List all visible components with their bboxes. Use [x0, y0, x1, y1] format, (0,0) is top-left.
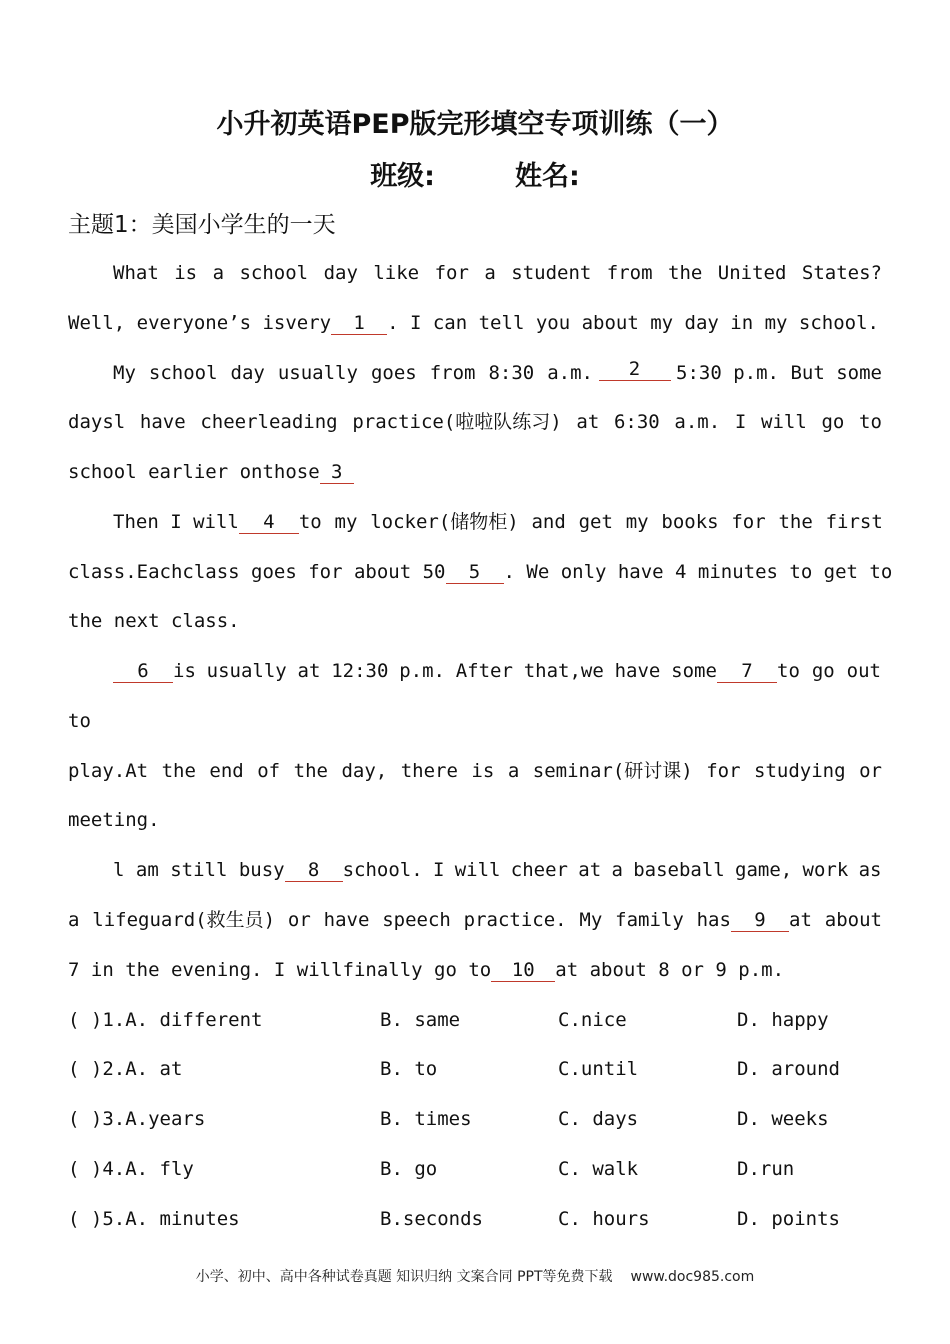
- option-row: [68, 1005, 888, 1035]
- word: some: [671, 660, 717, 682]
- word: will: [761, 411, 807, 433]
- word: game,: [735, 859, 793, 881]
- word: baseball: [633, 859, 725, 881]
- word: my: [334, 511, 358, 533]
- word: I: [734, 411, 747, 433]
- word: to: [869, 561, 893, 583]
- passage-line: [68, 756, 882, 786]
- word: is: [471, 760, 495, 782]
- word: seminar(研讨课): [532, 760, 693, 782]
- word: the: [668, 262, 703, 284]
- word: lifeguard(救生员): [92, 909, 276, 931]
- option-c[interactable]: C. hours: [558, 1208, 650, 1230]
- word: go: [811, 660, 835, 682]
- blank-6[interactable]: 6: [113, 660, 173, 683]
- option-c[interactable]: C.until: [558, 1058, 639, 1080]
- word: day: [230, 362, 265, 384]
- word: goes: [370, 362, 417, 384]
- option-c[interactable]: C. walk: [558, 1158, 639, 1180]
- word: We: [526, 561, 550, 583]
- word: about: [824, 909, 882, 931]
- passage-line: [113, 258, 882, 288]
- blank-7[interactable]: 7: [717, 660, 777, 683]
- passage-line: meeting.: [68, 809, 160, 831]
- word: day,: [341, 760, 388, 782]
- option-row: [68, 1154, 888, 1184]
- word: cheer: [510, 859, 568, 881]
- passage-line: school earlier onthose 3: [68, 457, 882, 487]
- word: will: [454, 859, 501, 881]
- word: at: [789, 909, 812, 931]
- word: there: [400, 760, 458, 782]
- word: for: [434, 262, 469, 284]
- word: to: [777, 660, 800, 682]
- option-a[interactable]: ( )3.A.years: [68, 1108, 206, 1130]
- word: for: [731, 511, 766, 533]
- word: 8:30: [488, 362, 535, 384]
- blank-1[interactable]: 1: [331, 312, 387, 335]
- passage-line: l am still busy 8 school. I will cheer at a baseball game, work as: [113, 855, 882, 885]
- footer-url[interactable]: www.doc985.com: [630, 1269, 755, 1285]
- blank-3[interactable]: 3: [320, 461, 354, 484]
- option-row: [68, 1204, 888, 1234]
- passage-line: [68, 905, 882, 935]
- word: But: [790, 362, 825, 384]
- footer-text: 小学、初中、高中各种试卷真题 知识归纳 文案合同 PPT等免费下载: [195, 1269, 613, 1285]
- option-d[interactable]: D. points: [737, 1208, 840, 1230]
- word: I: [432, 859, 445, 881]
- word: States?: [801, 262, 882, 284]
- word: and: [531, 511, 566, 533]
- option-a[interactable]: ( )1.A. different: [68, 1009, 263, 1031]
- word: family: [615, 909, 684, 931]
- word: to: [789, 561, 813, 583]
- word: locker(储物柜): [370, 511, 519, 533]
- word: have: [323, 909, 370, 931]
- word: usually: [206, 660, 287, 682]
- word: p.m.: [399, 660, 445, 682]
- word: practice(啦啦队练习): [352, 411, 562, 433]
- word: out: [846, 660, 881, 682]
- word: get: [823, 561, 858, 583]
- word: a: [212, 262, 225, 284]
- word: minutes: [697, 561, 778, 583]
- word: 5:30: [676, 362, 722, 384]
- word: a.m.: [674, 411, 721, 433]
- word: from: [606, 262, 653, 284]
- word: to: [859, 411, 882, 433]
- word: My: [113, 362, 136, 384]
- passage-line: the next class.: [68, 610, 240, 632]
- option-a[interactable]: ( )4.A. fly: [68, 1158, 194, 1180]
- word: a: [68, 909, 80, 931]
- passage-line: Then I will 4 to my locker(储物柜) and get my books for the first: [113, 507, 882, 537]
- page-title: 小升初英语PEP版完形填空专项训练（一）: [216, 109, 734, 140]
- word: 6:30: [613, 411, 660, 433]
- word: is: [174, 262, 198, 284]
- word: daysl: [68, 411, 126, 433]
- word: school.: [342, 859, 423, 881]
- word: My: [579, 909, 603, 931]
- footer: [0, 1266, 950, 1286]
- word: have: [139, 411, 186, 433]
- word: p.m.: [733, 362, 779, 384]
- word: school: [239, 262, 309, 284]
- passage-line: to: [68, 710, 91, 732]
- word: books: [661, 511, 719, 533]
- passage-line: Well, everyone’s isvery 1 . I can tell you about my day in my school.: [68, 312, 879, 334]
- word: like: [373, 262, 420, 284]
- word: practice.: [463, 909, 567, 931]
- word: only: [560, 561, 607, 583]
- word: a: [507, 760, 520, 782]
- option-row: [68, 1104, 888, 1134]
- word: is: [173, 660, 196, 682]
- word: my: [625, 511, 649, 533]
- option-d[interactable]: D. happy: [737, 1009, 829, 1031]
- word: at: [297, 660, 321, 682]
- option-d[interactable]: D. around: [737, 1058, 840, 1080]
- blank-10[interactable]: 10: [491, 959, 555, 982]
- word: a.m.: [547, 362, 593, 384]
- word: speech: [382, 909, 451, 931]
- word: a: [611, 859, 623, 881]
- blank-2[interactable]: 2: [599, 358, 671, 381]
- blank-9[interactable]: 9: [731, 909, 789, 932]
- passage-line: [68, 407, 882, 437]
- name-label: 姓名:: [515, 161, 580, 192]
- passage-line: [113, 358, 882, 388]
- word: as: [858, 859, 882, 881]
- class-label: 班级:: [370, 161, 435, 192]
- word: for: [706, 760, 741, 782]
- word: at: [578, 859, 602, 881]
- option-row: [68, 1054, 888, 1084]
- option-d[interactable]: D.run: [737, 1158, 795, 1180]
- word: that,we: [523, 660, 604, 682]
- word: day: [323, 262, 358, 284]
- word: 4: [675, 561, 687, 583]
- word: United: [717, 262, 787, 284]
- passage-line: [113, 656, 882, 686]
- option-c[interactable]: C.nice: [558, 1009, 627, 1031]
- word: studying: [754, 760, 846, 782]
- option-d[interactable]: D. weeks: [737, 1108, 829, 1130]
- option-c[interactable]: C. days: [558, 1108, 639, 1130]
- option-b[interactable]: B. same: [380, 1009, 461, 1031]
- word: play.At: [68, 760, 149, 782]
- blank-5[interactable]: 5: [446, 561, 504, 584]
- word: the: [161, 760, 196, 782]
- word: has: [696, 909, 731, 931]
- word: student: [511, 262, 592, 284]
- word: the: [293, 760, 328, 782]
- word: usually: [277, 362, 358, 384]
- word: a: [484, 262, 496, 284]
- option-b[interactable]: B. times: [380, 1108, 472, 1130]
- option-a[interactable]: ( )2.A. at: [68, 1058, 183, 1080]
- option-a[interactable]: ( )5.A. minutes: [68, 1208, 240, 1230]
- option-b[interactable]: B.seconds: [380, 1208, 483, 1230]
- word: first: [825, 511, 883, 533]
- word: from: [429, 362, 476, 384]
- blank-8[interactable]: 8: [285, 859, 343, 882]
- word: the: [778, 511, 813, 533]
- word: 12:30: [331, 660, 389, 682]
- word: work: [802, 859, 849, 881]
- word: have: [617, 561, 664, 583]
- word: some: [836, 362, 882, 384]
- word: have: [614, 660, 661, 682]
- word: or: [859, 760, 882, 782]
- word: at: [576, 411, 600, 433]
- option-b[interactable]: B. to: [380, 1058, 438, 1080]
- word: cheerleading: [200, 411, 338, 433]
- word: to: [298, 511, 322, 533]
- word: of: [257, 760, 281, 782]
- word: or: [287, 909, 311, 931]
- student-info: [0, 154, 950, 193]
- topic-heading: 主题1：美国小学生的一天: [68, 212, 336, 238]
- passage-line: class.Eachclass goes for about 50 5 . We only have 4 minutes to get to: [68, 557, 882, 587]
- word: school: [148, 362, 218, 384]
- word: get: [578, 511, 613, 533]
- word: What: [113, 262, 159, 284]
- blank-4[interactable]: 4: [239, 511, 299, 534]
- word: go: [821, 411, 845, 433]
- word: After: [455, 660, 513, 682]
- option-b[interactable]: B. go: [380, 1158, 438, 1180]
- passage-line: 7 in the evening. I willfinally go to 10 at about 8 or 9 p.m.: [68, 959, 785, 981]
- word: end: [209, 760, 244, 782]
